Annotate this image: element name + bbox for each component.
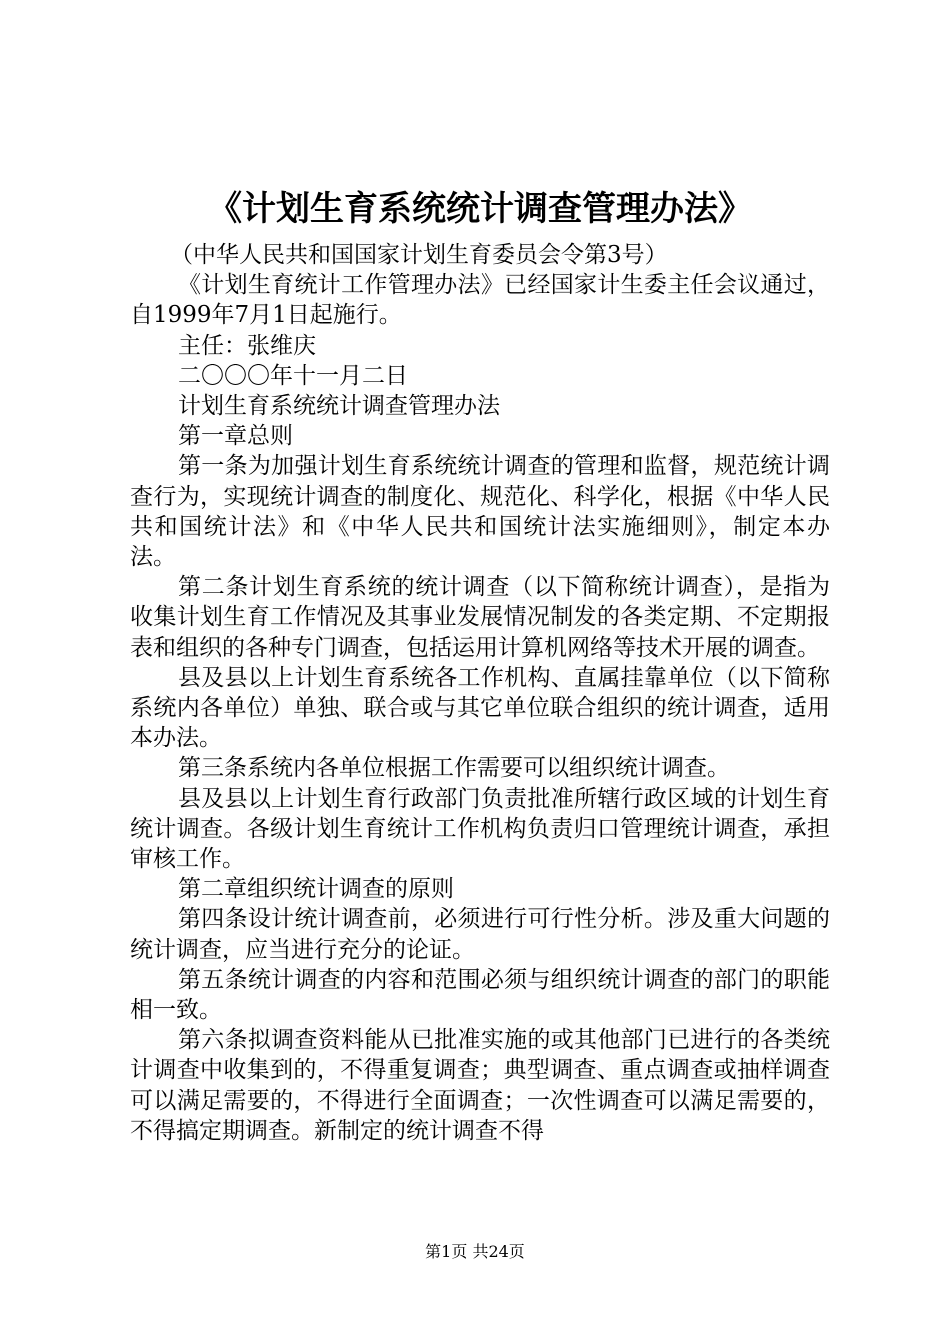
document-page (130, 180, 830, 1146)
document-title: 《计划生育系统统计调查管理办法》 (208, 189, 752, 229)
article-5: 第五条统计调查的内容和范围必须与组织统计调查的部门的职能相一致。 (130, 966, 830, 1024)
page-number-footer: 第1页 共24页 (425, 1242, 525, 1261)
paragraph-director: 主任：张维庆 (178, 332, 316, 359)
article-2: 第二条计划生育系统的统计调查（以下简称统计调查），是指为收集计划生育工作情况及其事业发展情况制发的各类定期、不定期报表和组织的各种专门调查，包括运用计算机网络等技术开展的调查。 (130, 574, 830, 661)
paragraph-date: 二〇〇〇年十一月二日 (178, 362, 408, 389)
article-4: 第四条设计统计调查前，必须进行可行性分析。涉及重大问题的统计调查，应当进行充分的论证。 (130, 906, 830, 963)
article-6: 第六条拟调查资料能从已批准实施的或其他部门已进行的各类统计调查中收集到的，不得重复调查；典型调查、重点调查或抽样调查可以满足需要的，不得进行全面调查；一次性调查可以满足需要的，不得搞定期调查。新制定的统计调查不得 (130, 1027, 830, 1144)
article-3: 第三条系统内各单位根据工作需要可以组织统计调查。 (178, 755, 730, 782)
decree-number: （中华人民共和国国家计划生育委员会令第3号） (170, 242, 668, 268)
article-3-clause: 县及县以上计划生育行政部门负责批准所辖行政区域的计划生育统计调查。各级计划生育统计工作机构负责归口管理统计调查，承担审核工作。 (130, 785, 830, 873)
paragraph-adoption: 《计划生育统计工作管理办法》已经国家计生委主任会议通过，自1999年7月1日起施行。 (130, 272, 830, 329)
chapter-1-heading: 第一章总则 (178, 423, 293, 450)
chapter-2-heading: 第二章组织统计调查的原则 (178, 876, 454, 903)
article-2-clause: 县及县以上计划生育系统各工作机构、直属挂靠单位（以下简称系统内各单位）单独、联合或与其它单位联合组织的统计调查，适用本办法。 (130, 664, 830, 752)
article-1: 第一条为加强计划生育系统统计调查的管理和监督，规范统计调查行为，实现统计调查的制度化、规范化、科学化，根据《中华人民共和国统计法》和《中华人民共和国统计法实施细则》，制定本办法。 (130, 453, 830, 571)
paragraph-heading: 计划生育系统统计调查管理办法 (178, 393, 500, 420)
